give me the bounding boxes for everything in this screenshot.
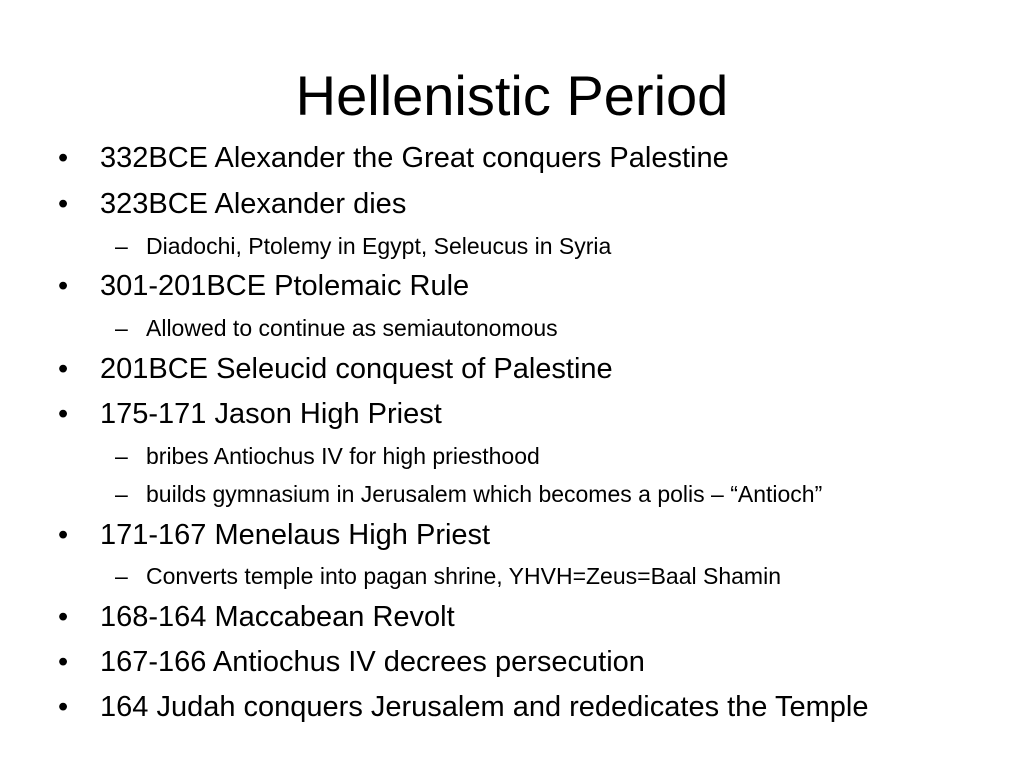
sub-bullet-text: builds gymnasium in Jerusalem which becomes a polis – “Antioch”: [146, 481, 823, 507]
slide-title: Hellenistic Period: [295, 64, 729, 127]
bullet-item: [58, 396, 442, 433]
sub-bullet-text: Diadochi, Ptolemy in Egypt, Seleucus in Syria: [146, 233, 612, 259]
bullet-text: 201BCE Seleucid conquest of Palestine: [100, 353, 613, 385]
bullet-marker: •: [58, 646, 69, 678]
sub-bullet-text: Allowed to continue as semiautonomous: [146, 315, 558, 341]
bullet-marker: •: [58, 398, 69, 430]
bullet-item: [58, 351, 613, 388]
sub-bullet-item: [115, 480, 823, 508]
sub-bullet-text: Converts temple into pagan shrine, YHVH=Zeus=Baal Shamin: [146, 563, 781, 589]
sub-bullet-item: [115, 442, 540, 470]
bullet-text: 171-167 Menelaus High Priest: [100, 519, 491, 551]
sub-bullet-item: [115, 314, 558, 342]
bullet-item: [58, 644, 645, 681]
bullet-item: [58, 517, 491, 554]
bullet-text: 175-171 Jason High Priest: [100, 398, 442, 430]
bullet-text: 167-166 Antiochus IV decrees persecution: [100, 646, 645, 678]
bullet-text: 168-164 Maccabean Revolt: [100, 601, 455, 633]
sub-bullet-item: [115, 232, 612, 260]
bullet-marker: •: [58, 188, 69, 220]
dash-marker: –: [115, 233, 128, 259]
dash-marker: –: [115, 443, 128, 469]
dash-marker: –: [115, 481, 128, 507]
bullet-marker: •: [58, 691, 69, 723]
bullet-text: 332BCE Alexander the Great conquers Palestine: [100, 142, 729, 174]
sub-bullet-text: bribes Antiochus IV for high priesthood: [146, 443, 540, 469]
bullet-marker: •: [58, 353, 69, 385]
bullet-text: 323BCE Alexander dies: [100, 188, 407, 220]
bullet-marker: •: [58, 519, 69, 551]
dash-marker: –: [115, 563, 128, 589]
bullet-marker: •: [58, 270, 69, 302]
bullet-marker: •: [58, 601, 69, 633]
bullet-item: [58, 599, 455, 636]
bullet-item: [58, 689, 980, 726]
bullet-text: 164 Judah conquers Jerusalem and rededicates the Temple: [100, 691, 869, 723]
bullet-item: [58, 268, 470, 305]
dash-marker: –: [115, 315, 128, 341]
bullet-text: 301-201BCE Ptolemaic Rule: [100, 270, 470, 302]
bullet-item: [58, 186, 407, 223]
bullet-marker: •: [58, 142, 69, 174]
bullet-item: [58, 140, 729, 177]
sub-bullet-item: [115, 562, 781, 590]
